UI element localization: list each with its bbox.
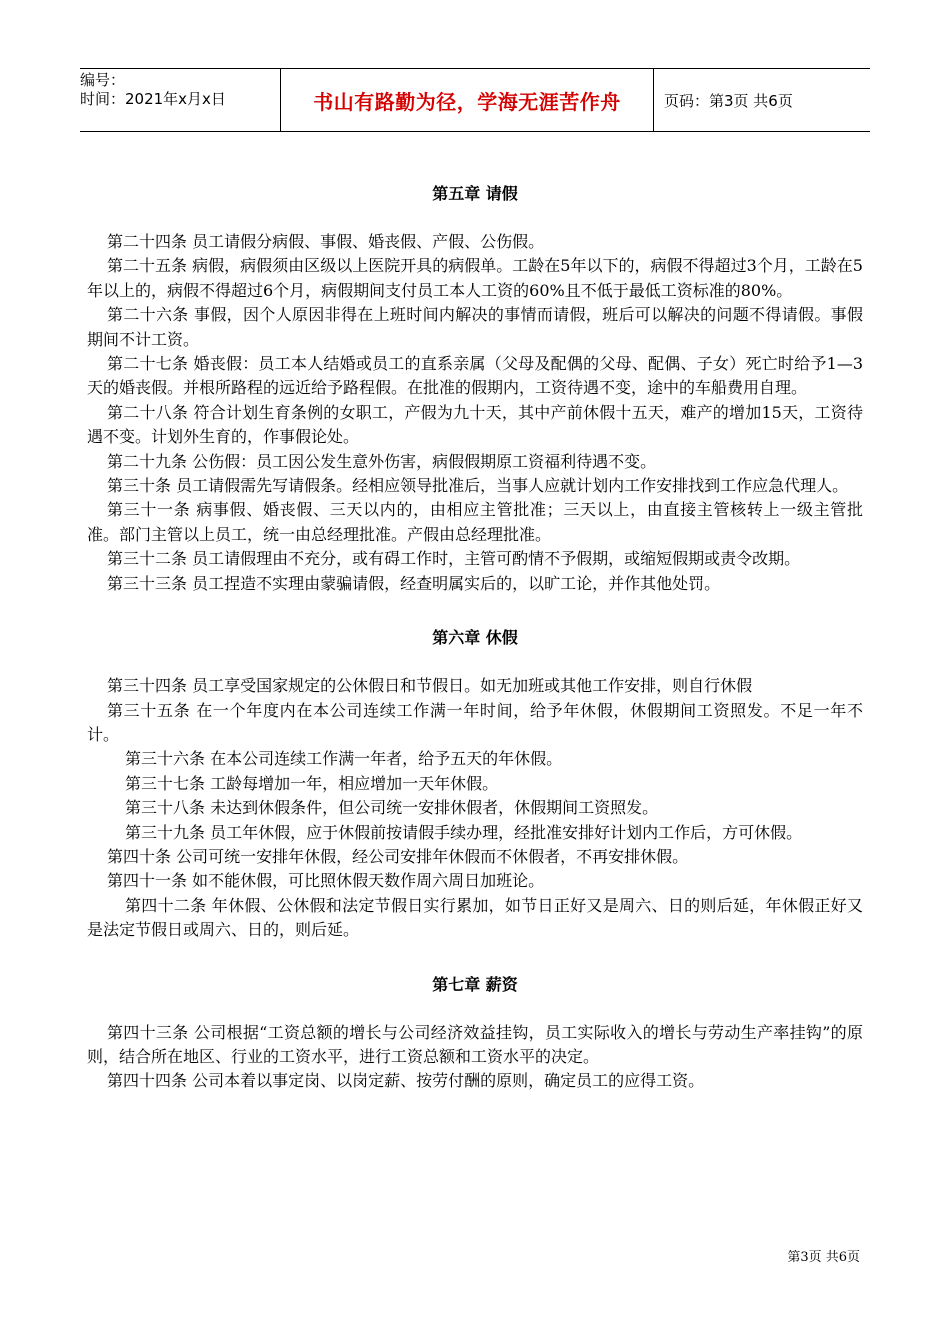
header-page-label: 页码：第3页 共6页 xyxy=(664,91,793,110)
article-paragraph: 第四十一条 如不能休假，可比照休假天数作周六周日加班论。 xyxy=(107,871,545,891)
header-meta xyxy=(80,69,280,131)
chapter-title: 第五章 请假 xyxy=(432,184,518,203)
code-label: 编号： xyxy=(80,71,126,89)
article-paragraph: 第二十九条 公伤假：员工因公发生意外伤害，病假假期原工资福利待遇不变。 xyxy=(107,451,657,471)
article-paragraph: 第三十四条 员工享受国家规定的公休假日和节假日。如无加班或其他工作安排，则自行休假 xyxy=(107,676,753,696)
article-paragraph: 第三十一条 病事假、婚丧假、三天以内的，由相应主管批准；三天以上，由直接主管核转上一级主管批准。部门主管以上员工，统一由总经理批准。产假由总经理批准。 xyxy=(87,500,863,544)
article-paragraph: 第三十八条 未达到休假条件，但公司统一安排休假者，休假期间工资照发。 xyxy=(125,798,659,818)
chapter-title: 第六章 休假 xyxy=(432,628,518,648)
page-header xyxy=(80,68,870,132)
article-paragraph: 第三十条 员工请假需先写请假条。经相应领导批准后，当事人应就计划内工作安排找到工作应急代理人。 xyxy=(107,476,849,496)
article-paragraph: 第二十四条 员工请假分病假、事假、婚丧假、产假、公伤假。 xyxy=(107,232,545,251)
article-paragraph: 第四十四条 公司本着以事定岗、以岗定薪、按劳付酬的原则，确定员工的应得工资。 xyxy=(107,1071,705,1091)
article-paragraph: 第三十九条 员工年休假，应于休假前按请假手续办理，经批准安排好计划内工作后，方可休假。 xyxy=(125,822,803,842)
article-paragraph: 第三十二条 员工请假理由不充分，或有碍工作时，主管可酌情不予假期，或缩短假期或责令改期。 xyxy=(107,549,801,569)
date-label: 时间：2021年x月x日 xyxy=(80,90,226,108)
chapter-title: 第七章 薪资 xyxy=(432,974,518,994)
header-motto: 书山有路勤为径，学海无涯苦作舟 xyxy=(280,69,654,131)
article-paragraph: 第三十六条 在本公司连续工作满一年者，给予五天的年休假。 xyxy=(125,749,563,769)
article-paragraph: 第四十二条 年休假、公休假和法定节假日实行累加，如节日正好又是周六、日的则后延，年休假正好又是法定节假日或周六、日的，则后延。 xyxy=(87,895,863,940)
article-paragraph: 第二十八条 符合计划生育条例的女职工，产假为九十天，其中产前休假十五天，难产的增加15天，工资待遇不变。计划外生育的，作事假论处。 xyxy=(87,402,863,447)
document-body xyxy=(87,170,863,1094)
article-paragraph: 第三十五条 在一个年度内在本公司连续工作满一年时间，给予年休假，休假期间工资照发。不足一年不计。 xyxy=(87,700,863,744)
article-paragraph: 第四十条 公司可统一安排年休假，经公司安排年休假而不休假者，不再安排休假。 xyxy=(107,846,689,866)
article-paragraph: 第三十七条 工龄每增加一年，相应增加一天年休假。 xyxy=(125,773,499,793)
article-paragraph: 第二十六条 事假，因个人原因非得在上班时间内解决的事情而请假，班后可以解决的问题不得请假。事假期间不计工资。 xyxy=(87,305,863,349)
article-paragraph: 第三十三条 员工捏造不实理由蒙骗请假，经查明属实后的，以旷工论，并作其他处罚。 xyxy=(107,573,721,593)
article-paragraph: 第二十五条 病假，病假须由区级以上医院开具的病假单。工龄在5年以下的，病假不得超过3个月，工龄在5年以上的，病假不得超过6个月，病假期间支付员工本人工资的60%且不低于最低工资标准的80%。 xyxy=(87,256,863,300)
page-footer: 第3页 共6页 xyxy=(787,1250,860,1265)
article-paragraph: 第四十三条 公司根据“工资总额的增长与公司经济效益挂钩，员工实际收入的增长与劳动生产率挂钩”的原则，结合所在地区、行业的工资水平，进行工资总额和工资水平的决定。 xyxy=(87,1022,863,1066)
article-paragraph: 第二十七条 婚丧假：员工本人结婚或员工的直系亲属（父母及配偶的父母、配偶、子女）死亡时给予1—3天的婚丧假。并根所路程的远近给予路程假。在批准的假期内，工资待遇不变，途中的车船费用自理。 xyxy=(87,354,863,398)
